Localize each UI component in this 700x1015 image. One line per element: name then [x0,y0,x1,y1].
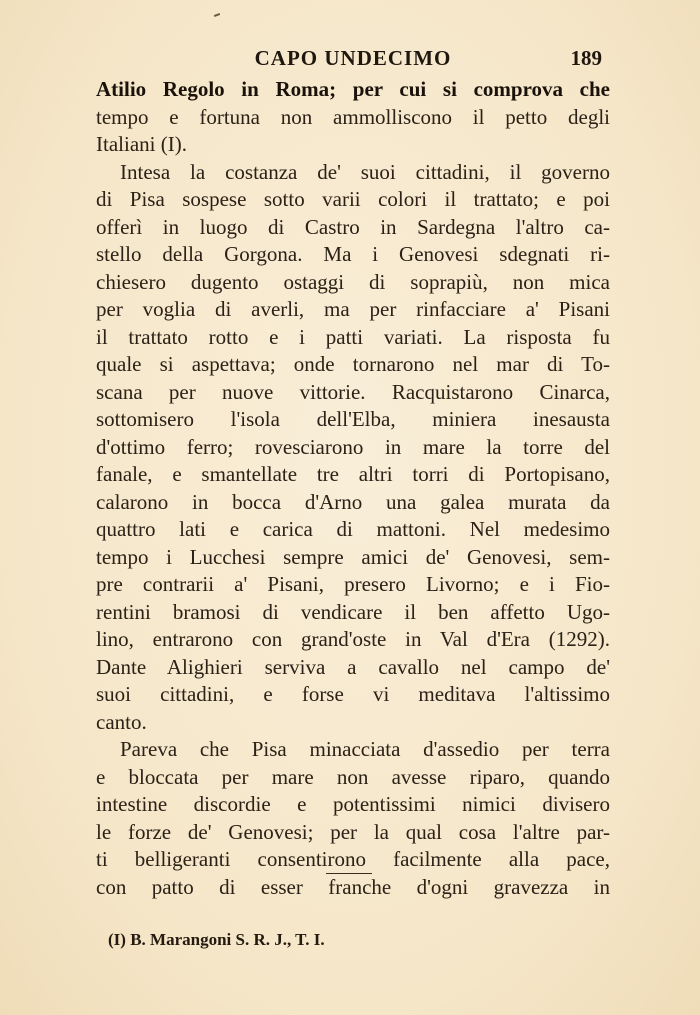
footnote: (I) B. Marangoni S. R. J., T. I. [108,930,325,949]
text-line: e bloccata per mare non avesse riparo, quando [96,764,610,789]
footnote-rule [326,873,372,874]
text-line: calarono in bocca d'Arno una galea murata da [96,489,610,514]
text-line: d'ottimo ferro; rovesciarono in mare la torre del [96,434,610,459]
body-text [96,76,610,901]
text-line: offerì in luogo di Castro in Sardegna l'altro ca- [96,214,610,239]
text-line: canto. [96,709,147,734]
text-line: pre contrarii a' Pisani, presero Livorno; e i Fio- [96,572,610,596]
text-line: fanale, e smantellate tre altri torri di Portopisano, [96,462,610,486]
text-line: ti belligeranti consentirono facilmente alla pace, [96,847,610,871]
text-line: il trattato rotto e i patti variati. La risposta fu [96,324,610,349]
text-line: chiesero dugento ostaggi di soprapiù, non mica [96,269,610,294]
text-line: Dante Alighieri serviva a cavallo nel campo de' [96,654,610,679]
text-line: Italiani (I). [96,132,187,156]
text-line: le forze de' Genovesi; per la qual cosa l'altre par- [96,819,610,844]
text-line: intestine discordie e potentissimi nimici divisero [96,792,610,816]
text-line: Atilio Regolo in Roma; per cui si comprova che [96,77,610,101]
text-line: suoi cittadini, e forse vi meditava l'altissimo [96,682,610,706]
paragraph-start-line: Pareva che Pisa minacciata d'assedio per terra [120,737,610,761]
text-line: tempo i Lucchesi sempre amici de' Genovesi, sem- [96,544,610,569]
text-line: scana per nuove vittorie. Racquistarono Cinarca, [96,379,610,404]
page-header [96,40,610,74]
text-line: stello della Gorgona. Ma i Genovesi sdegnati ri- [96,242,610,266]
text-line: con patto di esser franche d'ogni gravezza in [96,874,610,899]
running-head: CAPO UNDECIMO [254,46,452,70]
text-line: quattro lati e carica di mattoni. Nel medesimo [96,517,610,541]
text-line: tempo e fortuna non ammolliscono il petto degli [96,104,610,129]
text-line: per voglia di averli, ma per rinfacciare a' Pisani [96,297,610,321]
text-line: lino, entrarono con grand'oste in Val d'Era (1292). [96,627,610,651]
paragraph-start-line: Intesa la costanza de' suoi cittadini, il governo [120,159,610,184]
text-line: quale si aspettava; onde tornarono nel mar di To- [96,352,610,376]
ink-mark [214,13,220,17]
page-number: 189 [570,46,602,70]
text-line: sottomisero l'isola dell'Elba, miniera inesausta [96,407,610,431]
text-line: di Pisa sospese sotto varii colori il trattato; e poi [96,187,610,211]
text-line: rentini bramosi di vendicare il ben affetto Ugo- [96,599,610,624]
